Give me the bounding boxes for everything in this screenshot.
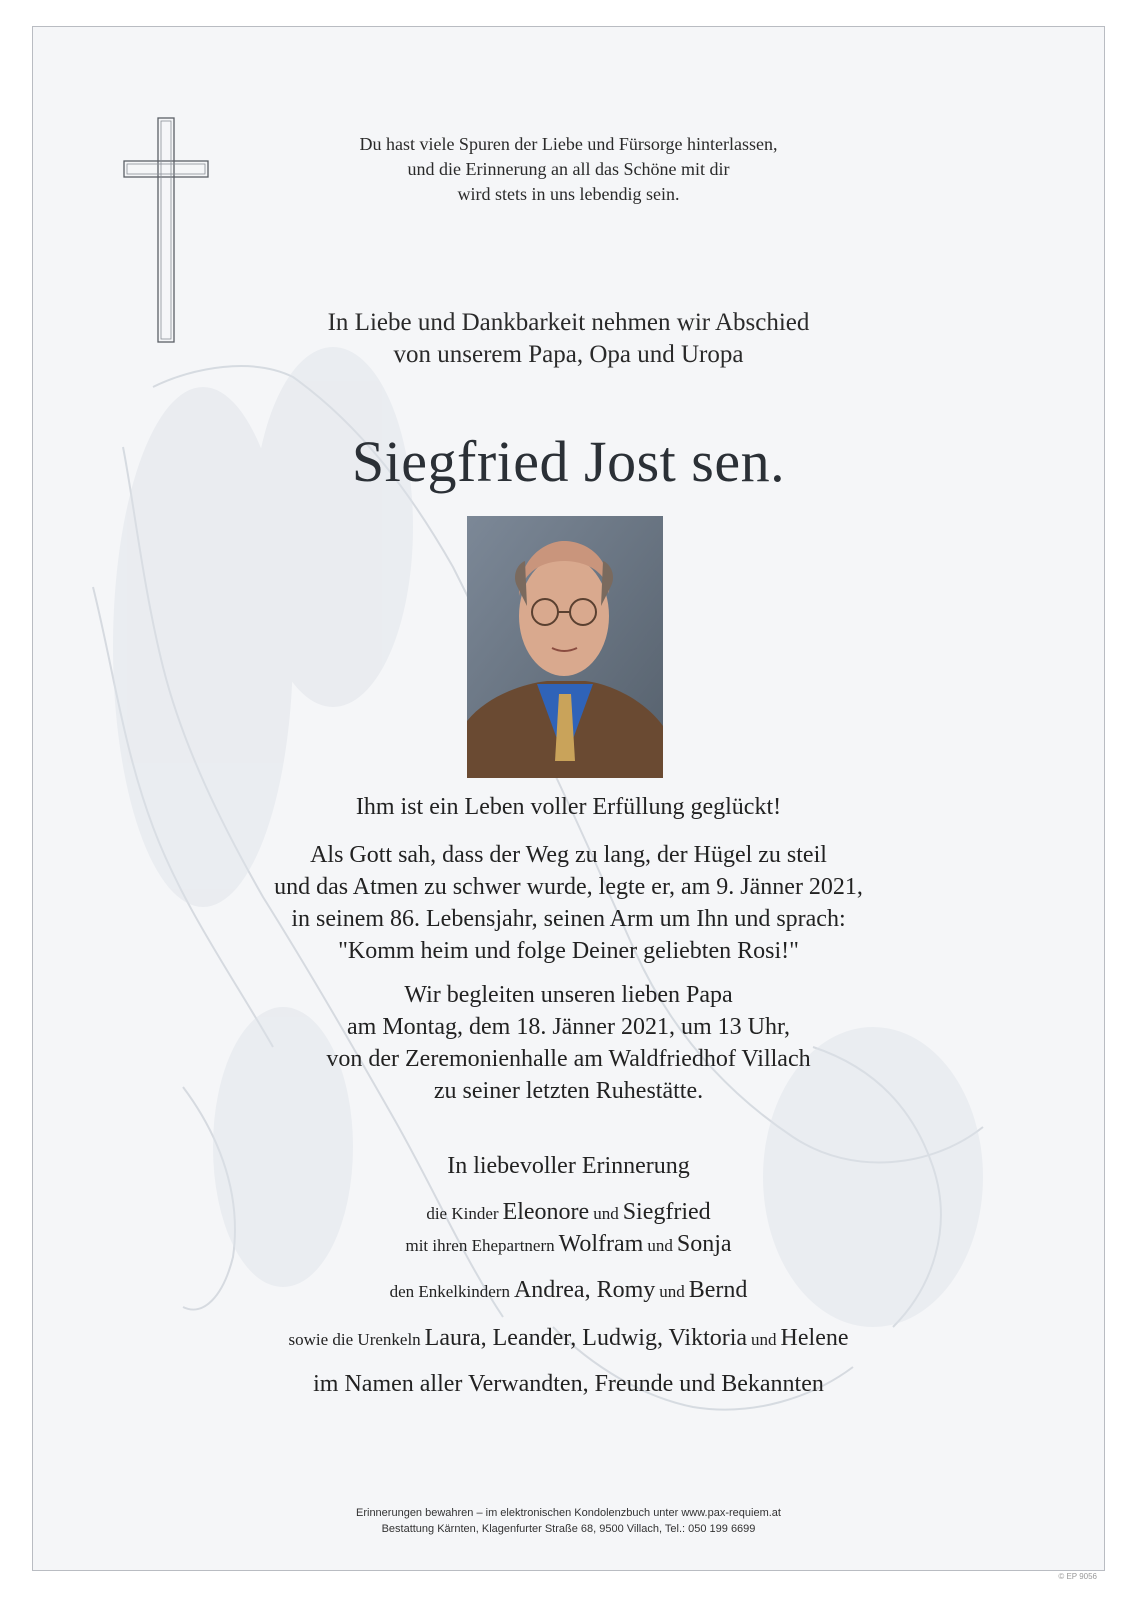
deceased-name: Siegfried Jost sen. xyxy=(351,429,786,494)
print-code: © EP 9056 xyxy=(1058,1572,1097,1581)
spouse-name: Wolfram xyxy=(558,1231,644,1257)
mourners-closing: im Namen aller Verwandten, Freunde und Bekannten xyxy=(313,1371,824,1397)
funeral-line: zu seiner letzten Ruhestätte. xyxy=(433,1078,704,1104)
motto xyxy=(33,132,1104,207)
obituary-card xyxy=(32,26,1105,1571)
great-grandchildren-prefix: sowie die Urenkeln xyxy=(288,1330,421,1349)
conjunction: und xyxy=(647,1236,673,1255)
passing-line: und das Atmen zu schwer wurde, legte er, am 9. Jänner 2021, xyxy=(274,874,863,900)
motto-line: wird stets in uns lebendig sein. xyxy=(457,184,680,204)
grandchild-name: Bernd xyxy=(688,1277,748,1303)
portrait-photo xyxy=(467,516,663,778)
farewell-line: In Liebe und Dankbarkeit nehmen wir Abschied xyxy=(327,309,810,336)
funeral-line: Wir begleiten unseren lieben Papa xyxy=(404,982,733,1008)
spouses-prefix: mit ihren Ehepartnern xyxy=(405,1236,555,1255)
passing-line: Als Gott sah, dass der Weg zu lang, der Hügel zu steil xyxy=(310,842,827,868)
great-grandchild-name: Helene xyxy=(780,1325,849,1351)
passing-line: in seinem 86. Lebensjahr, seinen Arm um Ihn und sprach: xyxy=(291,906,846,932)
mourners-spouses xyxy=(33,1231,1104,1258)
funeral-line: von der Zeremonienhalle am Waldfriedhof Villach xyxy=(326,1046,811,1072)
mourners-children xyxy=(33,1199,1104,1226)
footer-line: Bestattung Kärnten, Klagenfurter Straße 68, 9500 Villach, Tel.: 050 199 6699 xyxy=(381,1523,756,1535)
conjunction: und xyxy=(751,1330,777,1349)
footer-line: Erinnerungen bewahren – im elektronischen Kondolenzbuch unter www.pax-requiem.at xyxy=(356,1507,781,1519)
child-name: Eleonore xyxy=(502,1199,590,1225)
mourners-great-grandchildren xyxy=(33,1325,1104,1352)
farewell xyxy=(33,307,1104,371)
tagline: Ihm ist ein Leben voller Erfüllung geglückt! xyxy=(355,794,782,820)
funeral-line: am Montag, dem 18. Jänner 2021, um 13 Uhr, xyxy=(347,1014,790,1040)
motto-line: und die Erinnerung an all das Schöne mit dir xyxy=(407,159,730,179)
spouse-name: Sonja xyxy=(676,1231,732,1257)
grandchildren-prefix: den Enkelkindern xyxy=(389,1282,510,1301)
funeral-details xyxy=(33,979,1104,1107)
conjunction: und xyxy=(593,1204,619,1223)
passing-text xyxy=(33,839,1104,967)
mourners-grandchildren xyxy=(33,1277,1104,1304)
footer xyxy=(33,1505,1104,1537)
child-name: Siegfried xyxy=(622,1199,711,1225)
conjunction: und xyxy=(659,1282,685,1301)
children-prefix: die Kinder xyxy=(426,1204,499,1223)
farewell-line: von unserem Papa, Opa und Uropa xyxy=(393,341,744,368)
great-grandchildren-names: Laura, Leander, Ludwig, Viktoria xyxy=(424,1325,748,1351)
motto-line: Du hast viele Spuren der Liebe und Fürsorge hinterlassen, xyxy=(359,134,778,154)
grandchildren-names: Andrea, Romy xyxy=(513,1277,656,1303)
mourners-intro: In liebevoller Erinnerung xyxy=(447,1153,690,1179)
passing-line: "Komm heim und folge Deiner geliebten Rosi!" xyxy=(338,938,799,964)
